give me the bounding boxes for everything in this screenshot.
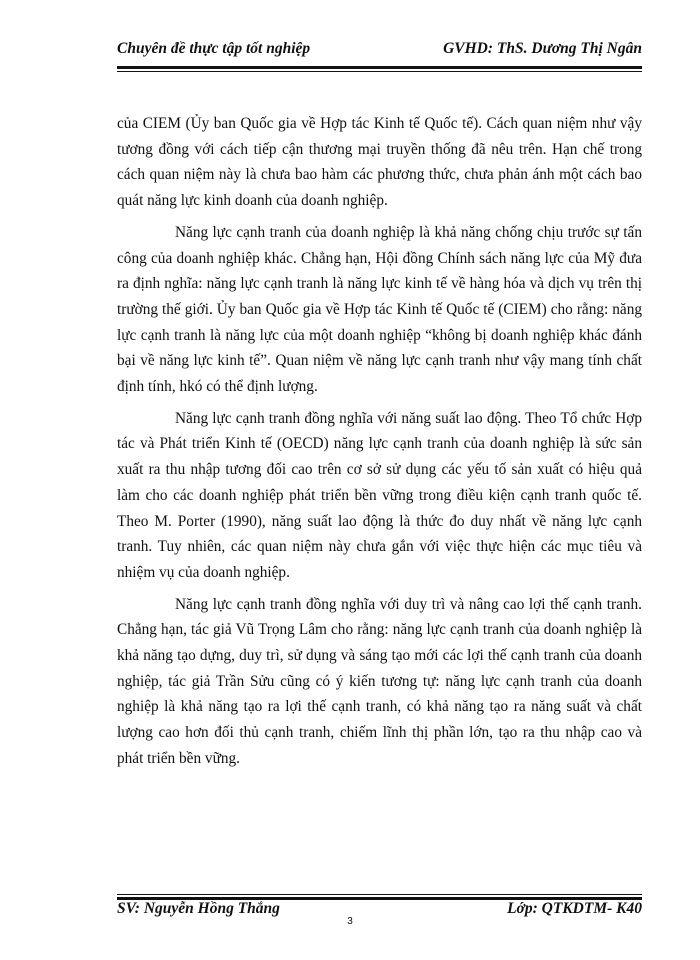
header-rule-thin bbox=[117, 71, 642, 72]
paragraph-3: Năng lực cạnh tranh đồng nghĩa với năng suất lao động. Theo Tổ chức Hợp tác và Phát triển Kinh tế (OECD) năng lực cạnh tranh của doanh nghiệp là sức sản xuất ra thu nhập tương đối cao trên cơ sở sử dụng các yếu tố sản xuất có hiệu quả làm cho các doanh nghiệp phát triển bền vững trong điều kiện cạnh tranh quốc tế. Theo M. Porter (1990), năng suất lao động là thức đo duy nhất về năng lực cạnh tranh. Tuy nhiên, các quan niệm này chưa gắn với việc thực hiện các mục tiêu và nhiệm vụ của doanh nghiệp. bbox=[117, 409, 642, 581]
paragraph-1: của CIEM (Ủy ban Quốc gia về Hợp tác Kinh tế Quốc tế). Cách quan niệm như vậy tương đồng với cách tiếp cận thương mại truyền thống đã nêu trên. Hạn chế trong cách quan niệm này là chưa bao hàm các phương thức, chưa phản ánh một cách bao quát năng lực kinh doanh của doanh nghiệp. bbox=[117, 115, 642, 210]
footer-class: Lớp: QTKDTM- K40 bbox=[507, 900, 642, 917]
footer-rule-thin bbox=[117, 894, 642, 895]
header-advisor: GVHD: ThS. Dương Thị Ngân bbox=[443, 40, 642, 57]
header-title: Chuyên đề thực tập tốt nghiệp bbox=[117, 40, 311, 57]
paragraph-4: Năng lực cạnh tranh đồng nghĩa với duy trì và nâng cao lợi thế cạnh tranh. Chẳng hạn, tác giả Vũ Trọng Lâm cho rằng: năng lực cạnh tranh của doanh nghiệp là khả năng tạo dựng, duy trì, sử dụng và sáng tạo mới các lợi thế cạnh tranh của doanh nghiệp, tác giả Trần Sửu cũng có ý kiến tương tự: năng lực cạnh tranh của doanh nghiệp là khả năng tạo ra lợi thế cạnh tranh, có khả năng tạo ra năng suất và chất lượng cao hơn đối thủ cạnh tranh, chiếm lĩnh thị phần lớn, tạo ra thu nhập cao và phát triển bền vững. bbox=[117, 595, 642, 767]
document-body bbox=[117, 111, 642, 778]
page-header bbox=[117, 40, 642, 68]
paragraph-2: Năng lực cạnh tranh của doanh nghiệp là khả năng chống chịu trước sự tấn công của doanh nghiệp khác. Chẳng hạn, Hội đồng Chính sách năng lực của Mỹ đưa ra định nghĩa: năng lực cạnh tranh là năng lực kinh tế về hàng hóa và dịch vụ trên thị trường thế giới. Ủy ban Quốc gia về Hợp tác Kinh tế Quốc tế (CIEM) cho rằng: năng lực cạnh tranh là năng lực của một doanh nghiệp “không bị doanh nghiệp khác đánh bại về năng lực kinh tế”. Quan niệm về năng lực cạnh tranh như vậy mang tính chất định tính, hkó có thể định lượng. bbox=[117, 223, 642, 396]
footer-student: SV: Nguyễn Hồng Thắng bbox=[117, 900, 280, 917]
header-rule-thick bbox=[117, 66, 642, 69]
page-number: 3 bbox=[347, 916, 353, 927]
